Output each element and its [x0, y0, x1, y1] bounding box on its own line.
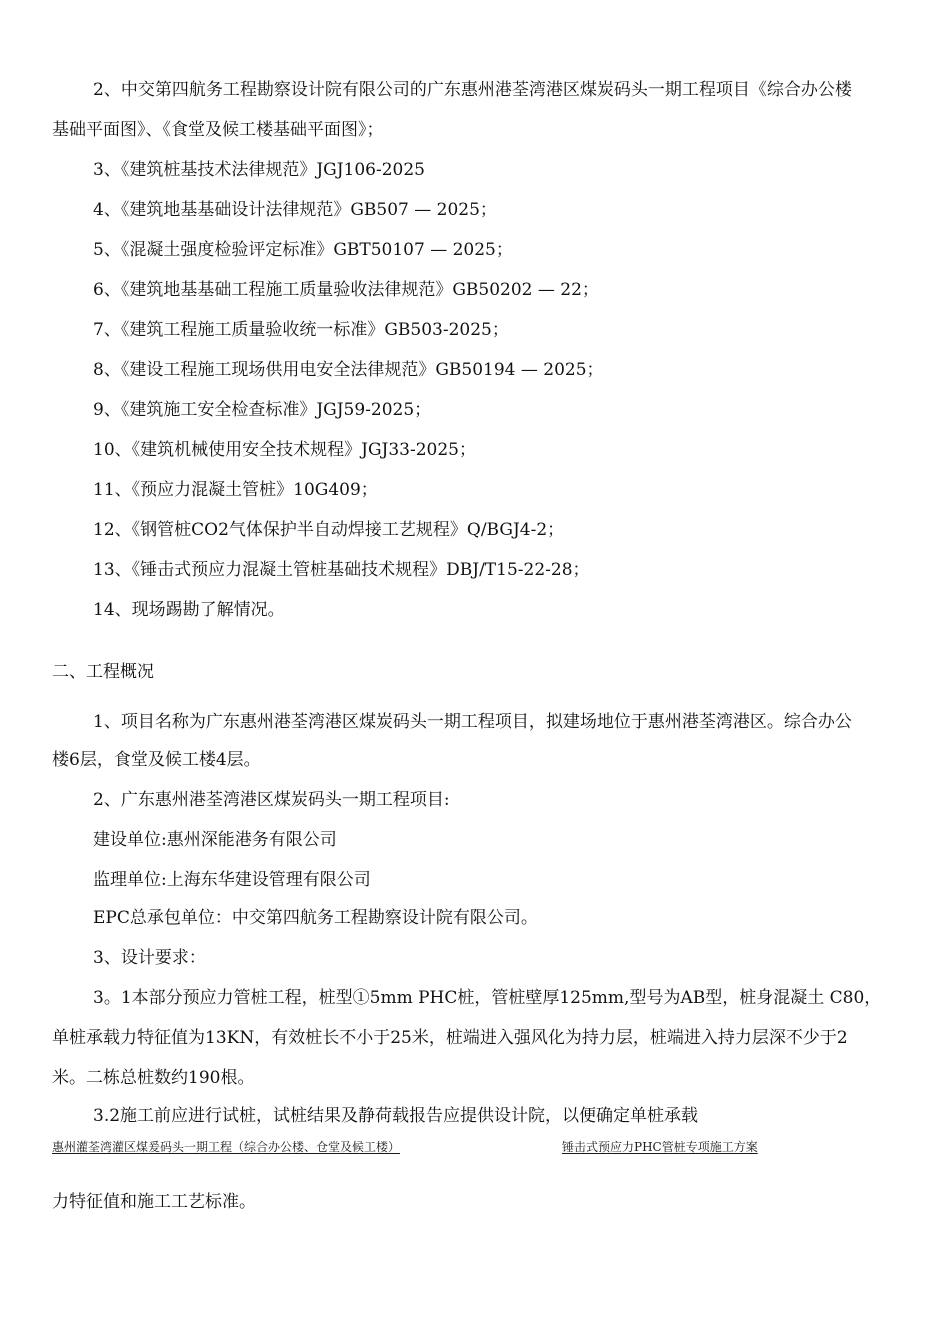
overview-line: 1、项目名称为广东惠州港荃湾港区煤炭码头一期工程项目，拟建场地位于惠州港荃湾港区。综合办公 — [93, 712, 852, 732]
reference-item-6: 6、《建筑地基基础工程施工质量验收法律规范》GB50202 — 22； — [93, 280, 599, 300]
reference-item-2-continued: 基础平面图》、《食堂及候工楼基础平面图》； — [52, 120, 384, 140]
reference-item-11: 11、《预应力混凝土管桩》10G409； — [93, 480, 378, 500]
reference-item-9: 9、《建筑施工安全检查标准》JGJ59-2025； — [93, 400, 432, 420]
overview-line: EPC总承包单位：中交第四航务工程勘察设计院有限公司。 — [93, 908, 538, 928]
continuation-line: 力特征值和施工工艺标准。 — [52, 1192, 256, 1212]
reference-item-8: 8、《建设工程施工现场供用电安全法律规范》GB50194 — 2025； — [93, 360, 604, 380]
overview-line: 3、设计要求： — [93, 948, 206, 968]
reference-item-12: 12、《钢管桩CO2气体保护半自动焊接工艺规程》Q/BGJ4-2； — [93, 520, 565, 540]
reference-item-5: 5、《混凝土强度检验评定标准》GBT50107 — 2025； — [93, 240, 513, 260]
overview-line: 楼6层，食堂及候工楼4层。 — [52, 750, 261, 770]
footer-project-title: 惠州灌荃湾灌区煤爰码头一期工程（综合办公楼、仓堂及候工楼） — [52, 1140, 401, 1154]
reference-item-10: 10、《建筑机械使用安全技术规程》JGJ33-2025； — [93, 440, 476, 460]
reference-item-7: 7、《建筑工程施工质量验收统一标准》GB503-2025； — [93, 320, 509, 340]
reference-item-14: 14、现场踢勘了解情况。 — [93, 600, 285, 620]
overview-line: 单桩承载力特征值为13KN，有效桩长不小于25米，桩端进入强风化为持力层，桩端进入持力层深不少于2 — [52, 1028, 848, 1048]
overview-line: 3.2施工前应进行试桩，试桩结果及静荷载报告应提供设计院，以便确定单桩承载 — [93, 1106, 699, 1126]
overview-line: 监理单位:上海东华建设管理有限公司 — [93, 870, 371, 890]
reference-item-13: 13、《锤击式预应力混凝土管桩基础技术规程》DBJ/T15-22-28； — [93, 560, 590, 580]
overview-line: 建设单位:惠州深能港务有限公司 — [93, 830, 337, 850]
reference-item-4: 4、《建筑地基基础设计法律规范》GB507 — 2025； — [93, 200, 497, 220]
section-title: 二、工程概况 — [52, 662, 154, 682]
overview-line: 3。1本部分预应力管桩工程，桩型①5mm PHC桩，管桩壁厚125mm,型号为AB型，桩身混凝土 C80， — [93, 988, 882, 1008]
reference-item-2: 2、中交第四航务工程勘察设计院有限公司的广东惠州港荃湾港区煤炭码头一期工程项目《综合办公楼 — [93, 80, 852, 100]
overview-line: 2、广东惠州港荃湾港区煤炭码头一期工程项目: — [93, 790, 450, 810]
reference-item-3: 3、《建筑桩基技术法律规范》JGJ106-2025 — [93, 160, 425, 180]
overview-line: 米。二栋总桩数约190根。 — [52, 1068, 255, 1088]
footer-document-title: 锤击式预应力PHC管桩专项施工方案 — [562, 1140, 758, 1154]
